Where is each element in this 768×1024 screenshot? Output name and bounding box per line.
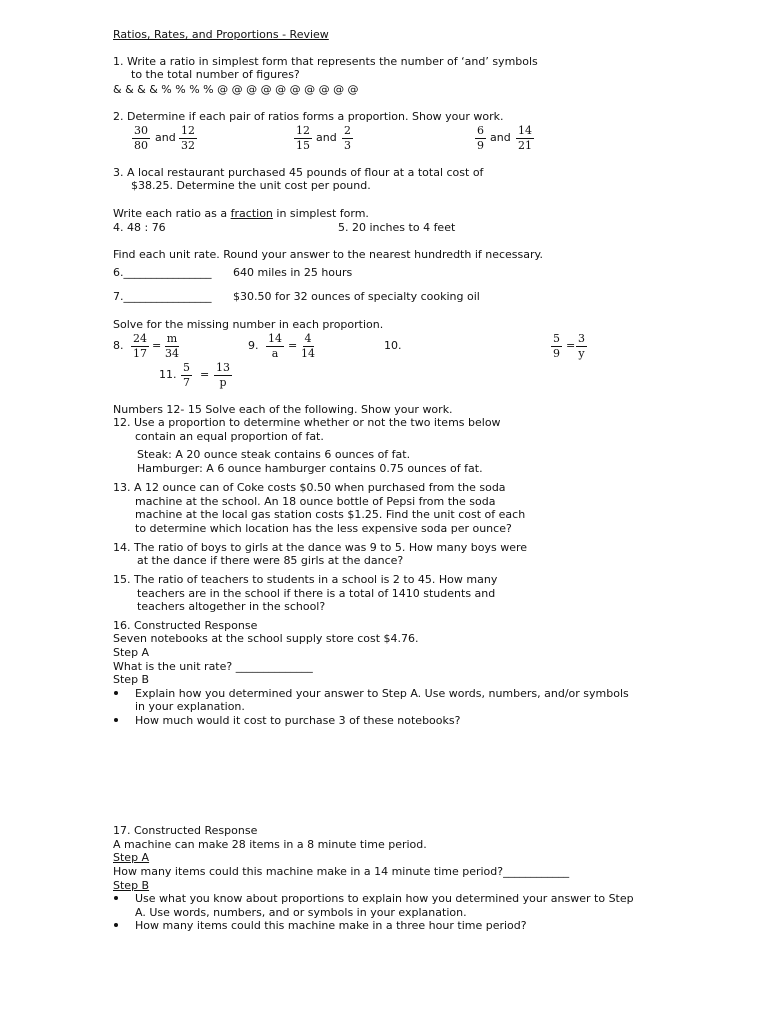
question-13-line-4: to determine which location has the less expensive soda per ounce? bbox=[135, 522, 512, 535]
question-1-line-1: 1. Write a ratio in simplest form that represents the number of ‘and’ symbols bbox=[113, 55, 538, 68]
q2-pair3-fraction-b bbox=[516, 125, 534, 152]
q10-right-fraction bbox=[576, 333, 587, 360]
question-11-label: 11. bbox=[159, 368, 177, 381]
question-12-hamburger: Hamburger: A 6 ounce hamburger contains 0.75 ounces of fat. bbox=[137, 462, 483, 475]
question-6-label: 6.________________ bbox=[113, 266, 212, 279]
question-1-symbols: & & & & % % % % @ @ @ @ @ @ @ @ @ @ bbox=[113, 83, 359, 96]
question-16-prompt: Seven notebooks at the school supply store cost $4.76. bbox=[113, 632, 419, 645]
fraction-numerator: 12 bbox=[296, 124, 310, 137]
q8-left-fraction bbox=[131, 333, 149, 360]
q10-equals: = bbox=[566, 339, 576, 352]
question-12-steak: Steak: A 20 ounce steak contains 6 ounces of fat. bbox=[137, 448, 411, 461]
question-3-line-1: 3. A local restaurant purchased 45 pounds of flour at a total cost of bbox=[113, 166, 484, 179]
fraction-denominator: 17 bbox=[133, 347, 147, 360]
fraction-numerator: 6 bbox=[477, 124, 484, 137]
q10-left-fraction bbox=[551, 333, 562, 360]
question-16-question-a: What is the unit rate? ______________ bbox=[113, 660, 313, 673]
fraction-denominator: 32 bbox=[181, 139, 195, 152]
q8-equals: = bbox=[152, 339, 162, 352]
fraction-denominator: 14 bbox=[301, 347, 315, 360]
question-12-line-2: contain an equal proportion of fat. bbox=[135, 430, 324, 443]
fraction-numerator: 5 bbox=[183, 361, 190, 374]
fraction-numerator: 14 bbox=[268, 332, 282, 345]
fraction-numerator: 3 bbox=[578, 332, 585, 345]
q8-right-fraction bbox=[163, 333, 181, 360]
question-4: 4. 48 : 76 bbox=[113, 221, 166, 234]
q11-right-fraction bbox=[214, 362, 232, 389]
question-15-line-3: teachers altogether in the school? bbox=[137, 600, 326, 613]
fraction-numerator: 14 bbox=[518, 124, 532, 137]
question-17-bullet-2: How many items could this machine make in a three hour time period? bbox=[135, 919, 527, 932]
section-12-15-header: Numbers 12- 15 Solve each of the following. Show your work. bbox=[113, 403, 453, 416]
question-9-label: 9. bbox=[248, 339, 259, 352]
question-17-step-b: Step B bbox=[113, 879, 150, 892]
fraction-instruction-pre: Write each ratio as a bbox=[113, 207, 231, 220]
fraction-numerator: 24 bbox=[133, 332, 147, 345]
fraction-denominator: p bbox=[219, 376, 227, 389]
fraction-denominator: 34 bbox=[165, 347, 179, 360]
q2-pair1-and: and bbox=[155, 131, 176, 144]
bullet-icon bbox=[114, 718, 118, 722]
question-17-prompt: A machine can make 28 items in a 8 minute time period. bbox=[113, 838, 427, 851]
question-13-line-3: machine at the local gas station costs $1.25. Find the unit cost of each bbox=[135, 508, 526, 521]
question-15-line-2: teachers are in the school if there is a total of 1410 students and bbox=[137, 587, 496, 600]
question-17-bullet-1-line-1: Use what you know about proportions to explain how you determined your answer to Step bbox=[135, 892, 634, 905]
question-14-line-2: at the dance if there were 85 girls at the dance? bbox=[137, 554, 404, 567]
missing-number-instruction: Solve for the missing number in each proportion. bbox=[113, 318, 384, 331]
question-16-step-a: Step A bbox=[113, 646, 150, 659]
page-title: Ratios, Rates, and Proportions - Review bbox=[113, 28, 329, 41]
q2-pair2-and: and bbox=[316, 131, 337, 144]
fraction-numerator: m bbox=[166, 332, 178, 345]
q11-equals: = bbox=[200, 368, 210, 381]
question-16-header: 16. Constructed Response bbox=[113, 619, 258, 632]
fraction-numerator: 12 bbox=[181, 124, 195, 137]
fraction-denominator: 9 bbox=[477, 139, 484, 152]
fraction-denominator: 21 bbox=[518, 139, 532, 152]
fraction-denominator: a bbox=[271, 347, 279, 360]
question-10-label: 10. bbox=[384, 339, 402, 352]
question-16-bullet-1-line-1: Explain how you determined your answer to Step A. Use words, numbers, and/or symbols bbox=[135, 687, 629, 700]
bullet-icon bbox=[114, 691, 118, 695]
question-1-line-2: to the total number of figures? bbox=[131, 68, 300, 81]
question-7-label: 7.________________ bbox=[113, 290, 212, 303]
fraction-numerator: 13 bbox=[216, 361, 230, 374]
question-15-line-1: 15. The ratio of teachers to students in a school is 2 to 45. How many bbox=[113, 573, 498, 586]
q9-equals: = bbox=[288, 339, 298, 352]
fraction-numerator: 5 bbox=[553, 332, 560, 345]
fraction-instruction-underlined: fraction bbox=[230, 207, 273, 220]
q2-pair3-fraction-a bbox=[475, 125, 486, 152]
fraction-denominator: 80 bbox=[134, 139, 148, 152]
question-8-label: 8. bbox=[113, 339, 124, 352]
question-17-step-a: Step A bbox=[113, 851, 150, 864]
q2-pair1-fraction-b bbox=[179, 125, 197, 152]
bullet-icon bbox=[114, 896, 118, 900]
q2-pair2-fraction-a bbox=[294, 125, 312, 152]
q11-left-fraction bbox=[181, 362, 192, 389]
fraction-instruction bbox=[113, 207, 369, 220]
question-7-text: $30.50 for 32 ounces of specialty cooking oil bbox=[233, 290, 480, 303]
q9-left-fraction bbox=[266, 333, 284, 360]
question-13-line-2: machine at the school. An 18 ounce bottle of Pepsi from the soda bbox=[135, 495, 496, 508]
q2-pair3-and: and bbox=[490, 131, 511, 144]
question-16-bullet-2: How much would it cost to purchase 3 of these notebooks? bbox=[135, 714, 461, 727]
q2-pair1-fraction-a bbox=[132, 125, 150, 152]
question-12-line-1: 12. Use a proportion to determine whether or not the two items below bbox=[113, 416, 501, 429]
fraction-numerator: 30 bbox=[134, 124, 148, 137]
unit-rate-instruction: Find each unit rate. Round your answer to the nearest hundredth if necessary. bbox=[113, 248, 543, 261]
question-17-bullet-1-line-2: A. Use words, numbers, and or symbols in your explanation. bbox=[135, 906, 467, 919]
question-5: 5. 20 inches to 4 feet bbox=[338, 221, 456, 234]
q9-right-fraction bbox=[299, 333, 317, 360]
question-14-line-1: 14. The ratio of boys to girls at the dance was 9 to 5. How many boys were bbox=[113, 541, 528, 554]
fraction-denominator: 15 bbox=[296, 139, 310, 152]
q2-pair2-fraction-b bbox=[342, 125, 353, 152]
fraction-denominator: y bbox=[578, 347, 585, 360]
question-16-bullet-1-line-2: in your explanation. bbox=[135, 700, 245, 713]
fraction-numerator: 4 bbox=[304, 332, 312, 345]
question-3-line-2: $38.25. Determine the unit cost per pound. bbox=[131, 179, 371, 192]
question-17-header: 17. Constructed Response bbox=[113, 824, 258, 837]
fraction-numerator: 2 bbox=[344, 124, 351, 137]
question-13-line-1: 13. A 12 ounce can of Coke costs $0.50 when purchased from the soda bbox=[113, 481, 506, 494]
question-16-step-b: Step B bbox=[113, 673, 150, 686]
question-6-text: 640 miles in 25 hours bbox=[233, 266, 353, 279]
bullet-icon bbox=[114, 923, 118, 927]
fraction-instruction-post: in simplest form. bbox=[272, 207, 369, 220]
fraction-denominator: 7 bbox=[183, 376, 190, 389]
question-2-text: 2. Determine if each pair of ratios forms a proportion. Show your work. bbox=[113, 110, 504, 123]
question-17-question-a: How many items could this machine make in a 14 minute time period?____________ bbox=[113, 865, 570, 878]
fraction-denominator: 9 bbox=[553, 347, 560, 360]
fraction-denominator: 3 bbox=[344, 139, 351, 152]
